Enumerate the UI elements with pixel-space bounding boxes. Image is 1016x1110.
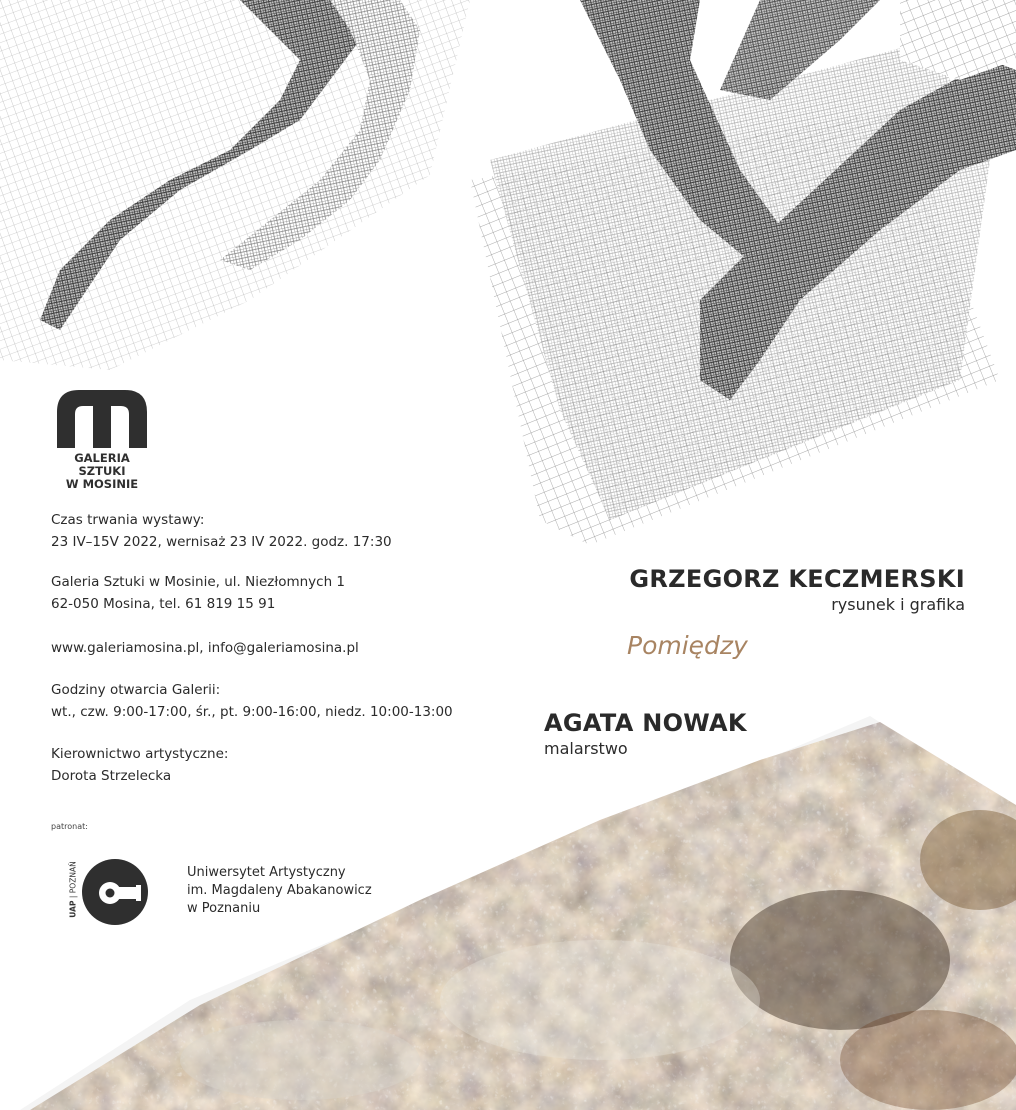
web-email: www.galeriamosina.pl, info@galeriamosina.pl xyxy=(51,640,359,656)
artist2-name: AGATA NOWAK xyxy=(544,709,747,737)
uap-acronym: UAP xyxy=(68,900,78,918)
university-line-3: w Poznaniu xyxy=(187,901,261,916)
patronage-label: patronat: xyxy=(51,822,88,831)
university-line-1: Uniwersytet Artystyczny xyxy=(187,865,346,880)
opening-hours xyxy=(51,679,453,723)
address-line-2: 62-050 Mosina, tel. 61 819 15 91 xyxy=(51,596,276,612)
uap-logo-icon xyxy=(82,859,148,925)
gallery-web-contact xyxy=(51,637,359,659)
direction-label: Kierownictwo artystyczne: xyxy=(51,746,229,762)
hours-label: Godziny otwarcia Galerii: xyxy=(51,682,221,698)
artistic-direction xyxy=(51,743,228,787)
duration-value: 23 IV–15V 2022, wernisaż 23 IV 2022. godz. 17:30 xyxy=(51,534,392,550)
direction-value: Dorota Strzelecka xyxy=(51,768,172,784)
artist1-medium: rysunek i grafika xyxy=(831,595,965,614)
gallery-logo-text: GALERIA SZTUKI W MOSINIE xyxy=(65,451,139,491)
uap-vertical-label xyxy=(69,855,78,925)
artist-nowak xyxy=(544,707,747,759)
university-line-2: im. Magdaleny Abakanowicz xyxy=(187,883,372,898)
exhibition-title: Pomiędzy xyxy=(627,631,748,660)
artist2-medium: malarstwo xyxy=(544,739,628,758)
exhibition-dates xyxy=(51,509,392,553)
artist1-name: GRZEGORZ KECZMERSKI xyxy=(629,565,965,593)
university-name xyxy=(187,864,372,918)
duration-label: Czas trwania wystawy: xyxy=(51,512,205,528)
gallery-address xyxy=(51,571,345,615)
hours-value: wt., czw. 9:00-17:00, śr., pt. 9:00-16:00, niedz. 10:00-13:00 xyxy=(51,704,453,720)
gallery-logo xyxy=(50,390,154,491)
address-line-1: Galeria Sztuki w Mosinie, ul. Niezłomnych 1 xyxy=(51,574,346,590)
artist-keczmerski xyxy=(629,563,965,615)
uap-city: | POZNAŃ xyxy=(68,861,78,901)
gallery-m-logo-icon xyxy=(57,390,147,448)
